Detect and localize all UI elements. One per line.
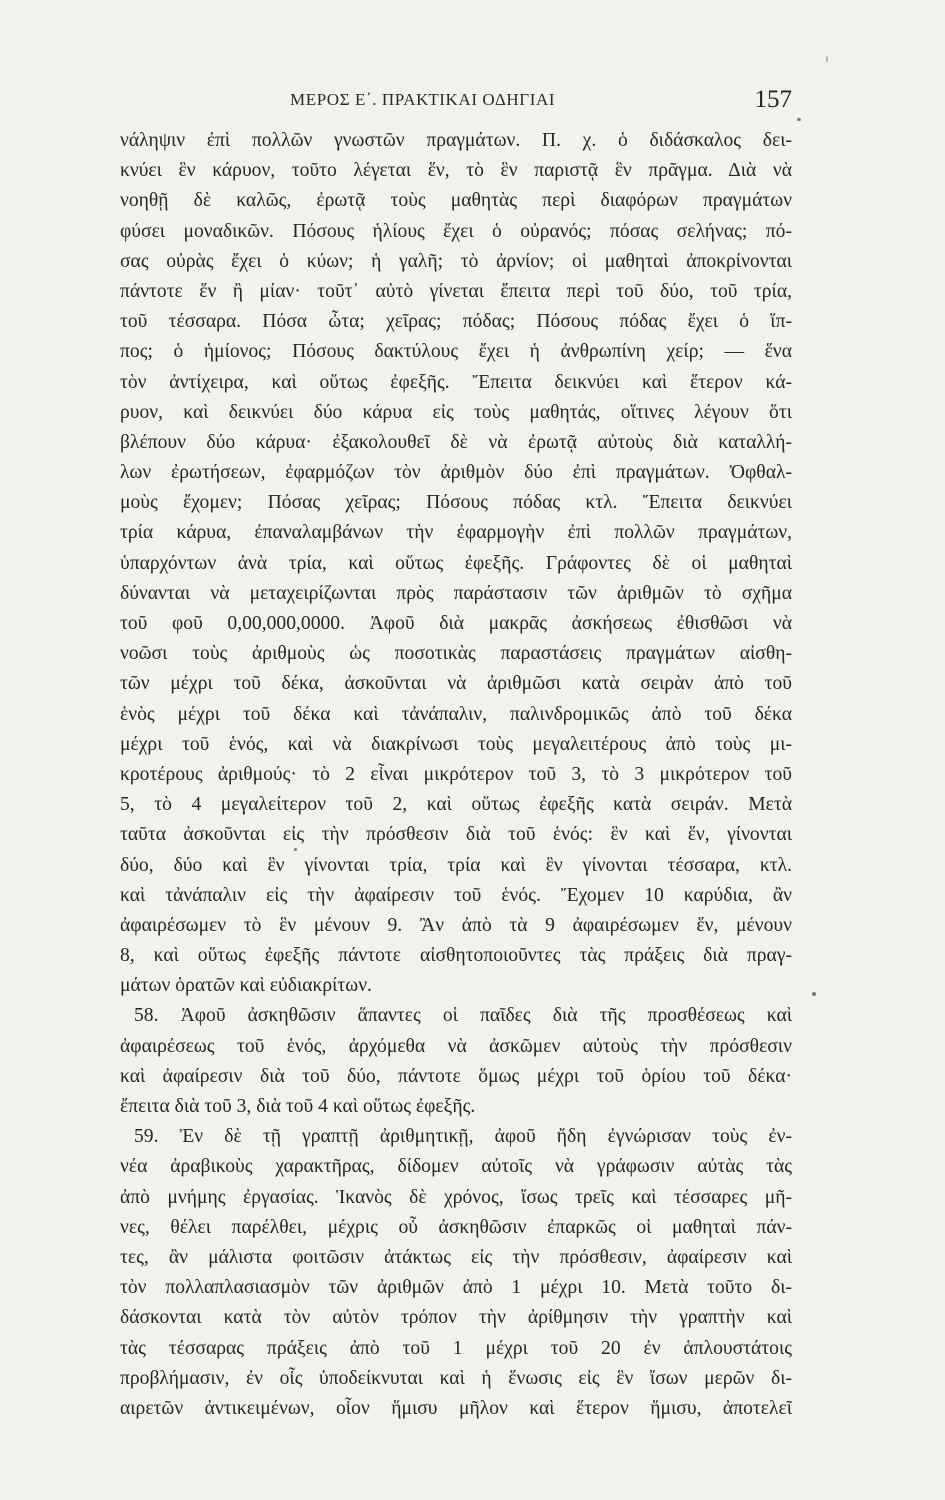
text-line: 8, καὶ οὕτως ἐφεξῆς πάντοτε αἰσθητοποιοῦντες τὰς πράξεις διὰ πραγ- xyxy=(120,945,792,967)
paragraph-end-line: ἔπειτα διὰ τοῦ 3, διὰ τοῦ 4 καὶ οὕτως ἐφεξῆς. xyxy=(120,1096,476,1117)
paragraph-59-first-line: 59. Ἐν δὲ τῇ γραπτῇ ἀριθμητικῇ, ἀφοῦ ἤδη ἐγνώρισαν τοὺς ἐν- xyxy=(134,1126,792,1148)
paragraph-58-first-line: 58. Ἀφοῦ ἀσκηθῶσιν ἅπαντες οἱ παῖδες διὰ τῆς προσθέσεως καὶ xyxy=(134,1005,792,1027)
text-line: τὸν ἀντίχειρα, καὶ οὕτως ἐφεξῆς. Ἔπειτα δεικνύει καὶ ἕτερον κά- xyxy=(120,371,792,393)
text-line: προβλήμασιν, ἐν οἷς ὑποδείκνυται καὶ ἡ ἕνωσις εἰς ἓν ἴσων μερῶν δι- xyxy=(120,1367,792,1389)
text-line: νοῶσι τοὺς ἀριθμοὺς ὡς ποσοτικὰς παραστάσεις πραγμάτων αἰσθη- xyxy=(120,643,792,665)
text-line: νάληψιν ἐπὶ πολλῶν γνωστῶν πραγμάτων. Π. χ. ὁ διδάσκαλος δει- xyxy=(120,130,792,151)
text-line: 5, τὸ 4 μεγαλείτερον τοῦ 2, καὶ οὕτως ἐφεξῆς κατὰ σειράν. Μετὰ xyxy=(120,794,792,816)
text-line: τοῦ τέσσαρα. Πόσα ὦτα; χεῖρας; πόδας; Πόσους πόδας ἔχει ὁ ἵπ- xyxy=(120,311,792,333)
text-line: ταῦτα ἀσκοῦνται εἰς τὴν πρόσθεσιν διὰ τοῦ ἑνός: ἓν καὶ ἕν, γίνονται xyxy=(120,824,792,846)
text-line: κροτέρους ἀριθμούς· τὸ 2 εἶναι μικρότερον τοῦ 3, τὸ 3 μικρότερον τοῦ xyxy=(120,763,792,785)
running-head-title: ΜΕΡΟΣ Ε΄. ΠΡΑΚΤΙΚΑΙ ΟΔΗΓΙΑΙ xyxy=(290,90,556,109)
text-line: μοὺς ἔχομεν; Πόσας χεῖρας; Πόσους πόδας κτλ. Ἔπειτα δεικνύει xyxy=(120,492,792,514)
text-line: ὑπαρχόντων ἀνὰ τρία, καὶ οὕτως ἐφεξῆς. Γράφοντες δὲ οἱ μαθηταὶ xyxy=(120,552,792,574)
text-line: πάντοτε ἕν ἢ μίαν· τοῦτ᾽ αὐτὸ γίνεται ἔπειτα περὶ τοῦ δύο, τοῦ τρία, xyxy=(120,280,792,302)
text-line: νέα ἀραβικοὺς χαρακτῆρας, δίδομεν αὐτοῖς νὰ γράφωσιν αὐτὰς τὰς xyxy=(120,1156,792,1178)
text-line: σας οὐρὰς ἔχει ὁ κύων; ἡ γαλῆ; τὸ ἀρνίον; οἱ μαθηταὶ ἀποκρίνονται xyxy=(120,250,792,272)
text-line: τες, ἂν μάλιστα φοιτῶσιν ἀτάκτως εἰς τὴν πρόσθεσιν, ἀφαίρεσιν καὶ xyxy=(120,1246,792,1268)
text-line: νες, θέλει παρέλθει, μέχρις οὗ ἀσκηθῶσιν ἐπαρκῶς οἱ μαθηταὶ πάν- xyxy=(120,1216,792,1238)
text-line: καὶ ἀφαίρεσιν διὰ τοῦ δύο, πάντοτε ὅμως μέχρι τοῦ ὁρίου τοῦ δέκα· xyxy=(120,1065,792,1087)
text-line: ἀφαιρέσεως τοῦ ἑνός, ἀρχόμεθα νὰ ἀσκῶμεν αὐτοὺς τὴν πρόσθεσιν xyxy=(120,1035,792,1057)
paper-speck xyxy=(294,848,297,851)
running-head xyxy=(120,86,792,116)
paragraph-end-line: μάτων ὁρατῶν καὶ εὐδιακρίτων. xyxy=(120,975,372,997)
text-line: τοῦ φοῦ 0,00,000,0000. Ἀφοῦ διὰ μακρᾶς ἀσκήσεως ἐθισθῶσι νὰ xyxy=(120,613,792,634)
text-line: ἀφαιρέσωμεν τὸ ἓν μένουν 9. Ἂν ἀπὸ τὰ 9 ἀφαιρέσωμεν ἕν, μένουν xyxy=(120,914,792,936)
text-line: δάσκονται κατὰ τὸν αὐτὸν τρόπον τὴν ἀρίθμησιν τὴν γραπτὴν καὶ xyxy=(120,1307,792,1329)
text-line: δύνανται νὰ μεταχειρίζωνται πρὸς παράστασιν τῶν ἀριθμῶν τὸ σχῆμα xyxy=(120,582,792,604)
paper-speck xyxy=(812,992,816,996)
text-line: κνύει ἓν κάρυον, τοῦτο λέγεται ἕν, τὸ ἓν παριστᾷ ἓν πρᾶγμα. Διὰ νὰ xyxy=(120,160,792,182)
text-line: τρία κάρυα, ἐπαναλαμβάνων τὴν ἐφαρμογὴν ἐπὶ πολλῶν πραγμάτων, xyxy=(120,522,792,544)
text-line: αιρετῶν ἀντικειμένων, οἷον ἥμισυ μῆλον καὶ ἕτερον ἥμισυ, ἀποτελεῖ xyxy=(120,1397,792,1419)
text-line: τῶν μέχρι τοῦ δέκα, ἀσκοῦνται νὰ ἀριθμῶσι κατὰ σειρὰν ἀπὸ τοῦ xyxy=(120,673,792,695)
page-number: 157 xyxy=(754,86,792,113)
text-line: νοηθῇ δὲ καλῶς, ἐρωτᾷ τοὺς μαθητὰς περὶ διαφόρων πραγμάτων xyxy=(120,190,792,212)
text-line: τὸν πολλαπλασιασμὸν τῶν ἀριθμῶν ἀπὸ 1 μέχρι 10. Μετὰ τοῦτο δι- xyxy=(120,1277,792,1299)
text-line: δύο, δύο καὶ ἓν γίνονται τρία, τρία καὶ ἓν γίνονται τέσσαρα, κτλ. xyxy=(120,854,792,876)
paper-speck xyxy=(797,118,801,121)
text-line: μέχρι τοῦ ἑνός, καὶ νὰ διακρίνωσι τοὺς μεγαλειτέρους ἀπὸ τοὺς μι- xyxy=(120,733,792,755)
text-line: τὰς τέσσαρας πράξεις ἀπὸ τοῦ 1 μέχρι τοῦ 20 ἐν ἁπλουστάτοις xyxy=(120,1337,792,1359)
text-line: φύσει μοναδικῶν. Πόσους ἡλίους ἔχει ὁ οὐρανός; πόσας σελήνας; πό- xyxy=(120,220,792,242)
body-text xyxy=(120,126,792,1424)
text-line: ἀπὸ μνήμης ἐργασίας. Ἱκανὸς δὲ χρόνος, ἴσως τρεῖς καὶ τέσσαρες μῆ- xyxy=(120,1186,792,1208)
text-line: πος; ὁ ἡμίονος; Πόσους δακτύλους ἔχει ἡ ἀνθρωπίνη χείρ; — ἕνα xyxy=(120,341,792,363)
text-line: ἑνὸς μέχρι τοῦ δέκα καὶ τἀνάπαλιν, παλινδρομικῶς ἀπὸ τοῦ δέκα xyxy=(120,703,792,725)
text-line: βλέπουν δύο κάρυα· ἐξακολουθεῖ δὲ νὰ ἐρωτᾷ αὐτοὺς διὰ καταλλή- xyxy=(120,431,792,453)
paper-speck xyxy=(826,56,828,62)
text-line: καὶ τἀνάπαλιν εἰς τὴν ἀφαίρεσιν τοῦ ἑνός. Ἔχομεν 10 καρύδια, ἂν xyxy=(120,884,792,906)
text-line: ρυον, καὶ δεικνύει δύο κάρυα εἰς τοὺς μαθητάς, οἵτινες λέγουν ὅτι xyxy=(120,401,792,423)
text-line: λων ἐρωτήσεων, ἐφαρμόζων τὸν ἀριθμὸν δύο ἐπὶ πραγμάτων. Ὀφθαλ- xyxy=(120,462,792,484)
